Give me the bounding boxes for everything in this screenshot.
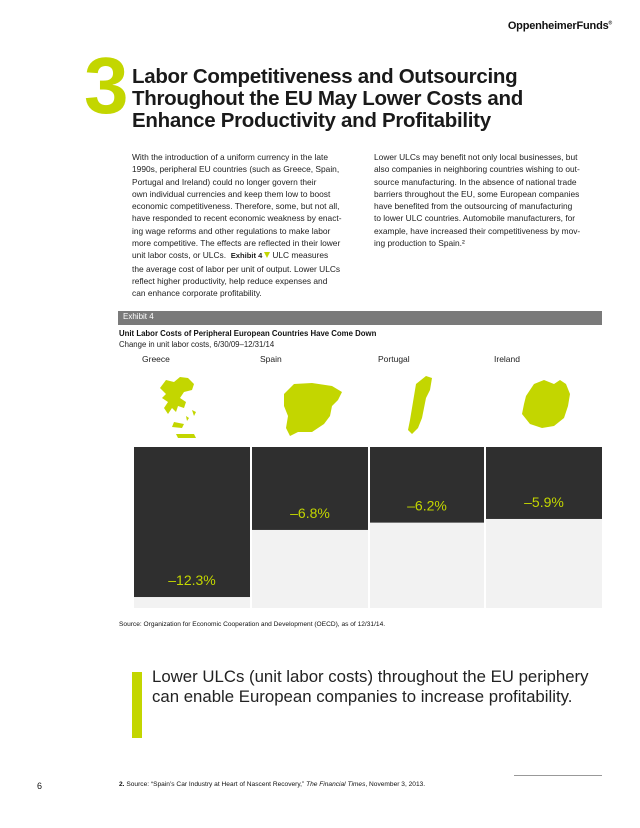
section-number: 3 (84, 41, 129, 130)
country-label: Greece (142, 354, 170, 364)
country-label: Spain (260, 354, 282, 364)
body-text-line: ing wage reforms and other regulations to make labor (132, 225, 331, 236)
exhibit-reference-line: unit labor costs, or ULCs. Exhibit 4 ULC measures (132, 250, 329, 261)
brand-logo: OppenheimerFunds® (507, 20, 612, 32)
body-column-2 (374, 151, 604, 249)
body-text-line: to lower ULC countries. Automobile manufacturers, for (374, 213, 576, 224)
chart-subtitle: Change in unit labor costs, 6/30/09–12/31/14 (119, 340, 275, 349)
exhibit-label-bar: Exhibit 4 (118, 311, 602, 325)
body-text-line: Lower ULCs may benefit not only local businesses, but (374, 152, 578, 162)
body-text-line: ing production to Spain.² (374, 238, 465, 249)
body-text-line: own individual currencies and keep them low to boost (132, 188, 331, 199)
body-text-line: economic competitiveness. Therefore, some, but not all, (132, 201, 340, 212)
footnote: 2. Source: “Spain’s Car Industry at Heart of Nascent Recovery,” The Financial Times, November 3, 2013. (119, 781, 426, 788)
country-header-panel (370, 350, 484, 447)
body-text-line: 1990s, peripheral EU countries (such as Greece, Spain, (132, 164, 340, 175)
down-arrow-icon (264, 252, 270, 258)
value-label: –6.8% (290, 504, 330, 521)
body-text-line: Portugal and Ireland) could no longer govern their (132, 176, 317, 187)
country-label: Portugal (378, 354, 410, 364)
ulc-bar-chart (134, 350, 602, 610)
callout-accent-bar (132, 672, 142, 738)
body-text-line: example, have increased their competitiveness by mov- (374, 225, 581, 236)
page-number: 6 (37, 781, 43, 791)
body-text-line: the average cost of labor per unit of output. Lower ULCs (132, 263, 341, 274)
chart-title: Unit Labor Costs of Peripheral European Countries Have Come Down (119, 329, 377, 338)
chart-source: Source: Organization for Economic Cooperation and Development (OECD), as of 12/31/14. (119, 621, 386, 628)
country-header-panel (134, 350, 250, 447)
body-text-line: also companies in neighboring countries wishing to out- (374, 164, 580, 175)
exhibit-link[interactable]: Exhibit 4 (230, 251, 263, 261)
value-label: –12.3% (168, 572, 216, 589)
body-text-line: have responded to recent economic weakness by enact- (132, 213, 342, 224)
body-text-line: can enhance corporate profitability. (132, 288, 262, 299)
value-label: –6.2% (407, 497, 447, 514)
body-text-line: more competitive. The effects are reflected in their lower (132, 238, 341, 249)
callout-text: Lower ULCs (unit labor costs) throughout the EU periphery can enable European companies to increase profitability. (152, 667, 589, 706)
body-text-line: reflect higher productivity, help reduce expenses and (132, 275, 328, 286)
body-text-line: With the introduction of a uniform currency in the late (132, 152, 328, 162)
value-label: –5.9% (524, 493, 564, 510)
country-label: Ireland (494, 354, 520, 364)
body-column-1 (132, 151, 367, 300)
page-title: Labor Competitiveness and Outsourcing Throughout the EU May Lower Costs and Enhance Productivity and Profitability (132, 65, 523, 132)
footnote-divider (514, 775, 602, 776)
body-text-line: barriers throughout the EU, some European companies (374, 188, 580, 199)
body-text-line: have benefited from the outsourcing of manufacturing (374, 201, 573, 212)
body-text-line: source manufacturing. In the absence of national trade (374, 176, 577, 187)
